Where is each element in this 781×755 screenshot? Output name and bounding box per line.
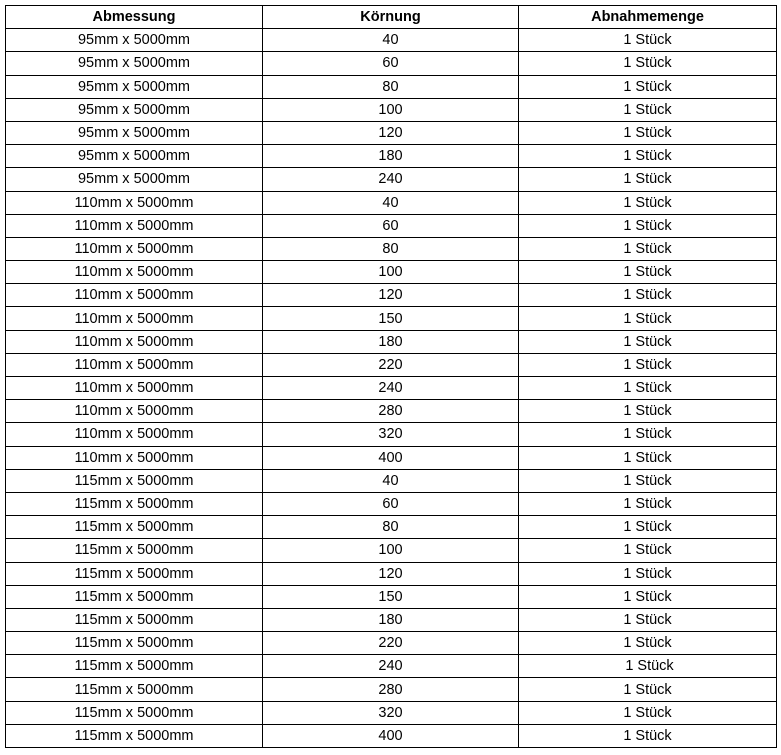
table-row bbox=[6, 724, 777, 747]
cell-koernung: 80 bbox=[263, 75, 519, 98]
cell-abnahmemenge: 1 Stück bbox=[519, 75, 777, 98]
cell-koernung: 60 bbox=[263, 492, 519, 515]
cell-abnahmemenge: 1 Stück bbox=[519, 632, 777, 655]
table-row bbox=[6, 121, 777, 144]
cell-abmessung: 95mm x 5000mm bbox=[6, 29, 263, 52]
cell-koernung: 220 bbox=[263, 632, 519, 655]
cell-abnahmemenge: 1 Stück bbox=[519, 562, 777, 585]
cell-abmessung: 115mm x 5000mm bbox=[6, 655, 263, 678]
cell-abnahmemenge: 1 Stück bbox=[519, 655, 777, 678]
cell-abnahmemenge: 1 Stück bbox=[519, 307, 777, 330]
cell-koernung: 40 bbox=[263, 29, 519, 52]
cell-koernung: 180 bbox=[263, 608, 519, 631]
cell-koernung: 220 bbox=[263, 353, 519, 376]
cell-koernung: 120 bbox=[263, 562, 519, 585]
cell-koernung: 240 bbox=[263, 655, 519, 678]
table-row bbox=[6, 353, 777, 376]
product-table-container bbox=[5, 5, 777, 748]
cell-koernung: 320 bbox=[263, 701, 519, 724]
table-row bbox=[6, 562, 777, 585]
cell-abmessung: 110mm x 5000mm bbox=[6, 261, 263, 284]
cell-koernung: 100 bbox=[263, 539, 519, 562]
cell-abnahmemenge: 1 Stück bbox=[519, 353, 777, 376]
cell-abmessung: 110mm x 5000mm bbox=[6, 214, 263, 237]
cell-abmessung: 95mm x 5000mm bbox=[6, 121, 263, 144]
cell-abnahmemenge: 1 Stück bbox=[519, 701, 777, 724]
cell-abnahmemenge: 1 Stück bbox=[519, 121, 777, 144]
table-row bbox=[6, 191, 777, 214]
cell-abnahmemenge: 1 Stück bbox=[519, 52, 777, 75]
product-table bbox=[5, 5, 777, 748]
cell-abmessung: 95mm x 5000mm bbox=[6, 168, 263, 191]
cell-abnahmemenge: 1 Stück bbox=[519, 214, 777, 237]
header-koernung: Körnung bbox=[263, 6, 519, 29]
cell-abnahmemenge: 1 Stück bbox=[519, 330, 777, 353]
cell-koernung: 100 bbox=[263, 98, 519, 121]
cell-abmessung: 95mm x 5000mm bbox=[6, 98, 263, 121]
cell-abnahmemenge: 1 Stück bbox=[519, 516, 777, 539]
table-row bbox=[6, 307, 777, 330]
cell-abnahmemenge: 1 Stück bbox=[519, 446, 777, 469]
cell-koernung: 40 bbox=[263, 191, 519, 214]
cell-koernung: 150 bbox=[263, 307, 519, 330]
cell-abmessung: 110mm x 5000mm bbox=[6, 307, 263, 330]
cell-abmessung: 95mm x 5000mm bbox=[6, 145, 263, 168]
cell-koernung: 80 bbox=[263, 516, 519, 539]
cell-koernung: 120 bbox=[263, 284, 519, 307]
cell-abmessung: 110mm x 5000mm bbox=[6, 423, 263, 446]
header-abnahmemenge: Abnahmemenge bbox=[519, 6, 777, 29]
cell-abnahmemenge: 1 Stück bbox=[519, 191, 777, 214]
cell-abmessung: 115mm x 5000mm bbox=[6, 608, 263, 631]
cell-abmessung: 115mm x 5000mm bbox=[6, 516, 263, 539]
cell-koernung: 60 bbox=[263, 52, 519, 75]
cell-abmessung: 115mm x 5000mm bbox=[6, 585, 263, 608]
cell-abnahmemenge: 1 Stück bbox=[519, 98, 777, 121]
table-header-row bbox=[6, 6, 777, 29]
cell-koernung: 280 bbox=[263, 678, 519, 701]
cell-koernung: 240 bbox=[263, 168, 519, 191]
cell-abnahmemenge: 1 Stück bbox=[519, 284, 777, 307]
cell-koernung: 280 bbox=[263, 400, 519, 423]
table-row bbox=[6, 655, 777, 678]
cell-abmessung: 115mm x 5000mm bbox=[6, 632, 263, 655]
cell-abmessung: 110mm x 5000mm bbox=[6, 446, 263, 469]
cell-abnahmemenge: 1 Stück bbox=[519, 145, 777, 168]
cell-koernung: 80 bbox=[263, 237, 519, 260]
cell-abmessung: 110mm x 5000mm bbox=[6, 284, 263, 307]
cell-abmessung: 110mm x 5000mm bbox=[6, 377, 263, 400]
table-row bbox=[6, 284, 777, 307]
cell-abmessung: 110mm x 5000mm bbox=[6, 330, 263, 353]
cell-abmessung: 115mm x 5000mm bbox=[6, 724, 263, 747]
cell-abmessung: 115mm x 5000mm bbox=[6, 492, 263, 515]
cell-abnahmemenge: 1 Stück bbox=[519, 585, 777, 608]
cell-abnahmemenge: 1 Stück bbox=[519, 469, 777, 492]
cell-abnahmemenge: 1 Stück bbox=[519, 400, 777, 423]
table-row bbox=[6, 168, 777, 191]
cell-abmessung: 110mm x 5000mm bbox=[6, 237, 263, 260]
table-row bbox=[6, 75, 777, 98]
cell-abmessung: 110mm x 5000mm bbox=[6, 353, 263, 376]
cell-koernung: 150 bbox=[263, 585, 519, 608]
cell-abnahmemenge: 1 Stück bbox=[519, 237, 777, 260]
table-row bbox=[6, 608, 777, 631]
cell-abmessung: 115mm x 5000mm bbox=[6, 562, 263, 585]
table-row bbox=[6, 446, 777, 469]
cell-koernung: 180 bbox=[263, 145, 519, 168]
table-row bbox=[6, 52, 777, 75]
cell-koernung: 40 bbox=[263, 469, 519, 492]
cell-koernung: 240 bbox=[263, 377, 519, 400]
cell-abmessung: 95mm x 5000mm bbox=[6, 52, 263, 75]
cell-abmessung: 110mm x 5000mm bbox=[6, 191, 263, 214]
table-row bbox=[6, 377, 777, 400]
table-row bbox=[6, 469, 777, 492]
table-row bbox=[6, 701, 777, 724]
cell-abnahmemenge: 1 Stück bbox=[519, 377, 777, 400]
table-row bbox=[6, 261, 777, 284]
cell-abnahmemenge: 1 Stück bbox=[519, 423, 777, 446]
cell-koernung: 400 bbox=[263, 724, 519, 747]
cell-abmessung: 110mm x 5000mm bbox=[6, 400, 263, 423]
cell-koernung: 400 bbox=[263, 446, 519, 469]
cell-abmessung: 115mm x 5000mm bbox=[6, 469, 263, 492]
cell-abmessung: 115mm x 5000mm bbox=[6, 539, 263, 562]
table-row bbox=[6, 423, 777, 446]
table-body bbox=[6, 29, 777, 748]
table-row bbox=[6, 237, 777, 260]
cell-abmessung: 95mm x 5000mm bbox=[6, 75, 263, 98]
cell-koernung: 320 bbox=[263, 423, 519, 446]
cell-koernung: 100 bbox=[263, 261, 519, 284]
table-row bbox=[6, 400, 777, 423]
table-row bbox=[6, 678, 777, 701]
header-abmessung: Abmessung bbox=[6, 6, 263, 29]
table-row bbox=[6, 516, 777, 539]
cell-abmessung: 115mm x 5000mm bbox=[6, 701, 263, 724]
cell-abmessung: 115mm x 5000mm bbox=[6, 678, 263, 701]
cell-koernung: 120 bbox=[263, 121, 519, 144]
table-row bbox=[6, 98, 777, 121]
cell-abnahmemenge: 1 Stück bbox=[519, 492, 777, 515]
table-row bbox=[6, 585, 777, 608]
table-row bbox=[6, 632, 777, 655]
cell-koernung: 60 bbox=[263, 214, 519, 237]
cell-abnahmemenge: 1 Stück bbox=[519, 724, 777, 747]
cell-abnahmemenge: 1 Stück bbox=[519, 678, 777, 701]
cell-koernung: 180 bbox=[263, 330, 519, 353]
cell-abnahmemenge: 1 Stück bbox=[519, 168, 777, 191]
table-row bbox=[6, 29, 777, 52]
cell-abnahmemenge: 1 Stück bbox=[519, 539, 777, 562]
table-row bbox=[6, 145, 777, 168]
cell-abnahmemenge: 1 Stück bbox=[519, 29, 777, 52]
cell-abnahmemenge: 1 Stück bbox=[519, 608, 777, 631]
table-row bbox=[6, 539, 777, 562]
table-row bbox=[6, 330, 777, 353]
table-header bbox=[6, 6, 777, 29]
table-row bbox=[6, 492, 777, 515]
cell-abnahmemenge: 1 Stück bbox=[519, 261, 777, 284]
table-row bbox=[6, 214, 777, 237]
